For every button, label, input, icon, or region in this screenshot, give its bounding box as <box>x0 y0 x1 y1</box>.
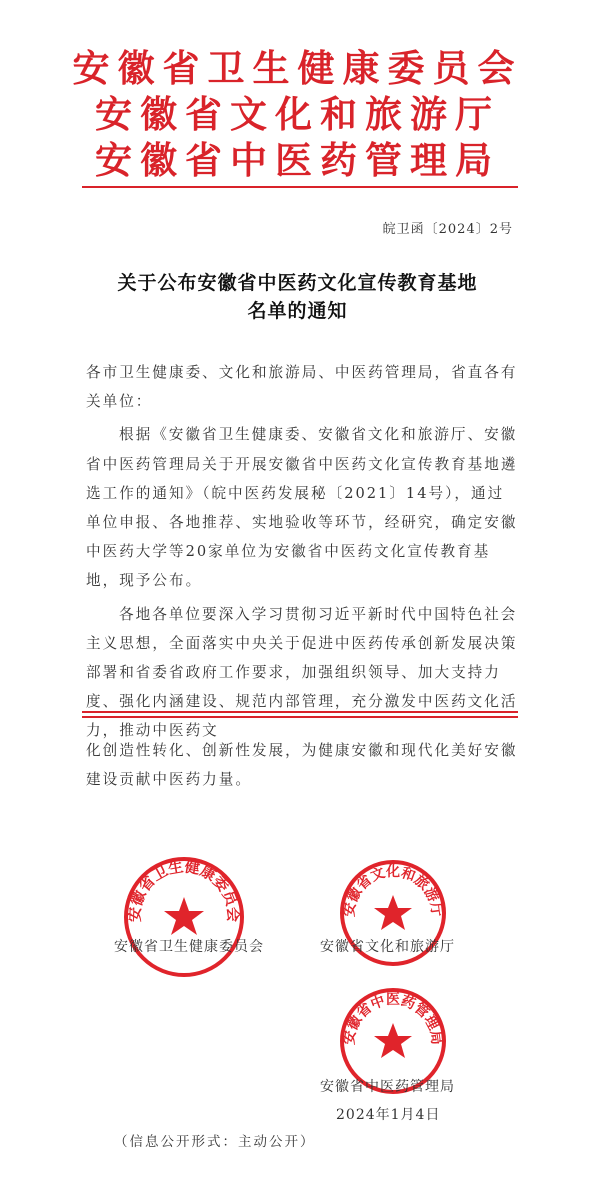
org-name-tcm-admin: 安徽省中医药管理局 <box>95 138 500 182</box>
issue-date: 2024年1月4日 <box>336 1107 441 1123</box>
seal-arc-text: 安徽省文化和旅游厅 <box>341 864 445 918</box>
document-number: 皖卫函〔2024〕2号 <box>382 222 513 237</box>
body-page-2 <box>86 736 518 794</box>
signature-tcm-admin: 安徽省中医药管理局 <box>320 1079 455 1095</box>
document-title-line-1: 关于公布安徽省中医药文化宣传教育基地 <box>117 272 478 294</box>
page-break-line-top <box>82 711 518 713</box>
page-break-line-bottom <box>82 716 518 718</box>
paragraph-2-part-1: 各地各单位要深入学习贯彻习近平新时代中国特色社会主义思想，全面落实中央关于促进中医药传承创新发展决策部署和省委省政府工作要求，加强组织领导、加大支持力度、强化内涵建设、规范内部管理，充分激发中医药文化活力，推动中医药文 <box>86 605 518 740</box>
body-page-1 <box>86 358 518 746</box>
salutation: 各市卫生健康委、文化和旅游局、中医药管理局，省直各有关单位： <box>86 364 518 411</box>
signature-health-commission: 安徽省卫生健康委员会 <box>114 939 264 955</box>
document-title-line-2: 名单的通知 <box>247 300 348 322</box>
paragraph-2-part-2: 化创造性转化、创新性发展，为健康安徽和现代化美好安徽建设贡献中医药力量。 <box>86 742 518 789</box>
disclosure-note: （信息公开形式：主动公开） <box>114 1134 316 1150</box>
seal-arc-text: 安徽省中医药管理局 <box>341 992 445 1046</box>
seal-health-commission <box>122 855 246 979</box>
org-name-health-commission: 安徽省卫生健康委员会 <box>72 46 523 90</box>
seal-arc-text: 安徽省卫生健康委员会 <box>125 857 243 923</box>
org-name-culture-tourism: 安徽省文化和旅游厅 <box>95 92 500 136</box>
signature-culture-tourism: 安徽省文化和旅游厅 <box>320 939 455 955</box>
paragraph-1: 根据《安徽省卫生健康委、安徽省文化和旅游厅、安徽省中医药管理局关于开展安徽省中医药文化宣传教育基地遴选工作的通知》（皖中医药发展秘〔2021〕14号），通过单位申报、各地推荐、实地验收等环节，经研究，确定安徽中医药大学等20家单位为安徽省中医药文化宣传教育基地，现予公布。 <box>86 426 518 590</box>
header-divider <box>82 186 518 188</box>
